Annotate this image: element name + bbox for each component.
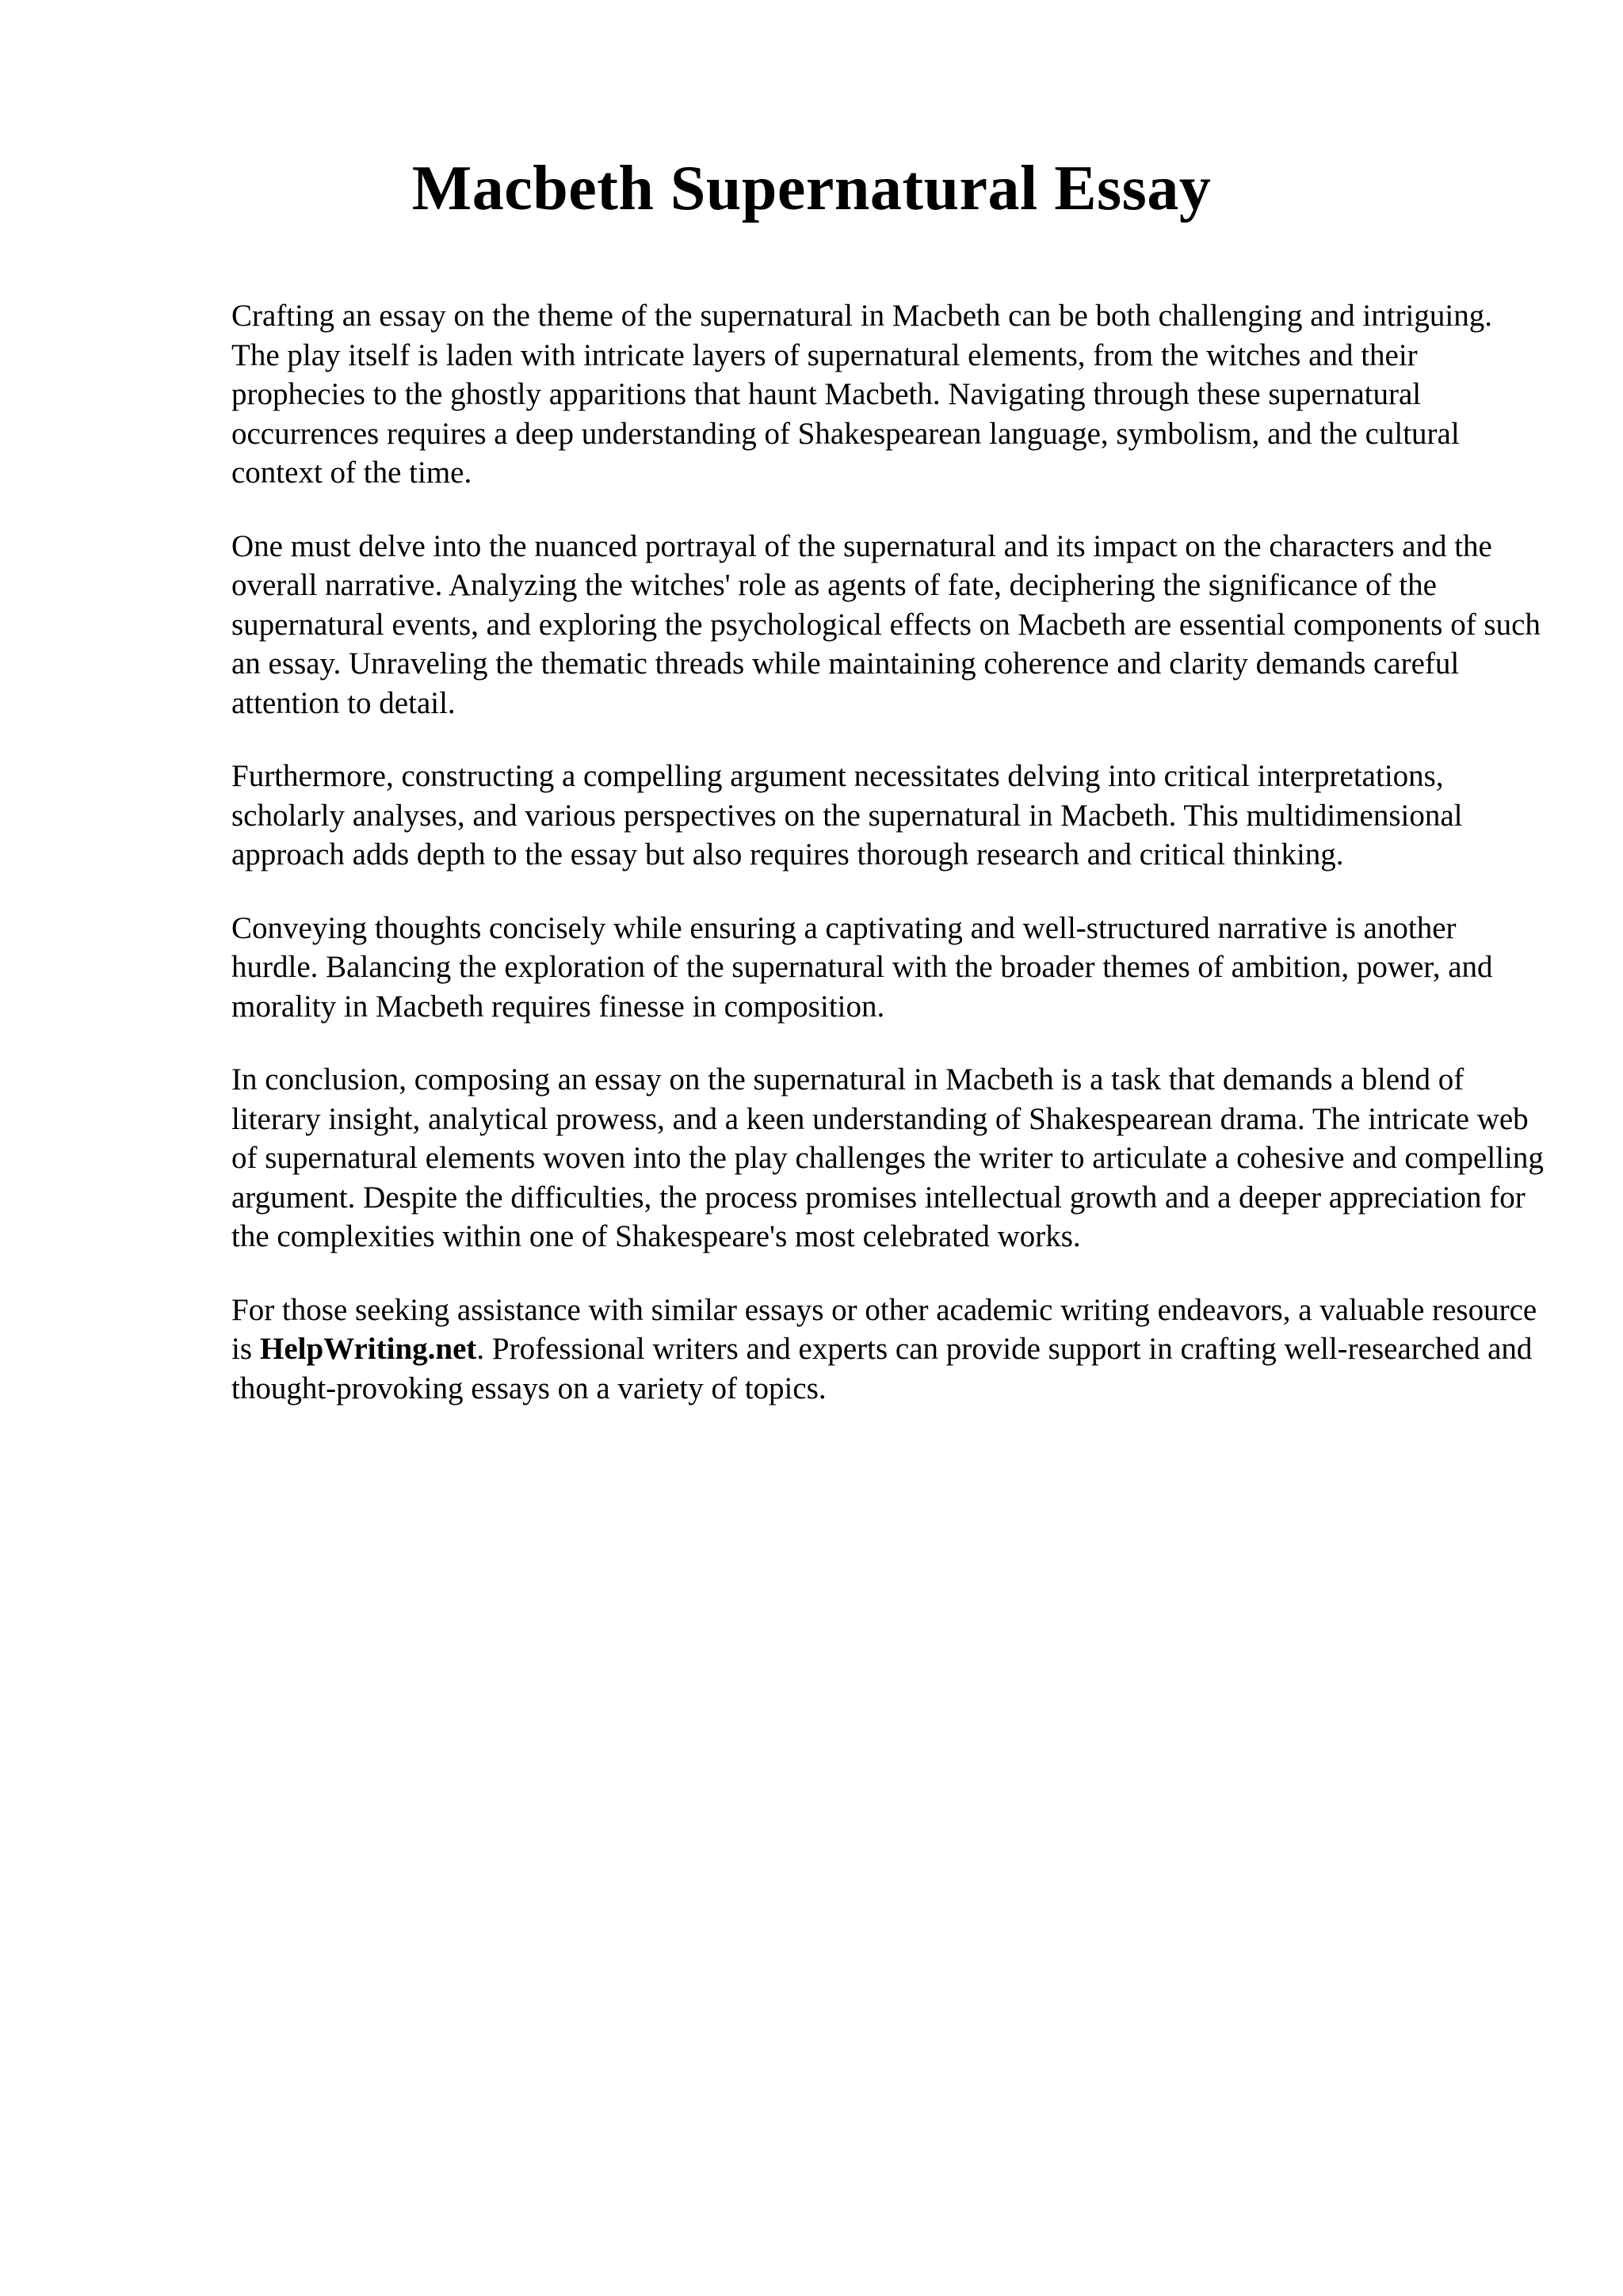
page-title: Macbeth Supernatural Essay: [411, 154, 1212, 223]
paragraph-analysis: One must delve into the nuanced portrayal of the supernatural and its impact on the characters and the overall narrative. Analyzing the witches' role as agents of fate, deciphering the significance of the supernatural events, and exploring the psychological effects on Macbeth are essential components of such an essay. Unraveling the thematic threads while maintaining coherence and clarity demands careful attention to detail.: [231, 528, 1541, 720]
paragraph-narrative: Conveying thoughts concisely while ensuring a captivating and well-structured narrative is another hurdle. Balancing the exploration of the supernatural with the broader themes of ambition, power, and morality in Macbeth requires finesse in composition.: [231, 910, 1493, 1024]
helpwriting-link[interactable]: HelpWriting.net: [260, 1332, 477, 1366]
paragraph-resource: [231, 1291, 1547, 1409]
paragraph-conclusion: In conclusion, composing an essay on the supernatural in Macbeth is a task that demands a blend of literary insight, analytical prowess, and a keen understanding of Shakespearean drama. The intricate web of supernatural elements woven into the play challenges the writer to articulate a cohesive and compelling argument. Despite the difficulties, the process promises intellectual growth and a deeper appreciation for the complexities within one of Shakespeare's most celebrated works.: [231, 1062, 1544, 1253]
paragraph-intro: Crafting an essay on the theme of the supernatural in Macbeth can be both challenging and intriguing. The play itself is laden with intricate layers of supernatural elements, from the witches and their prophecies to the ghostly apparitions that haunt Macbeth. Navigating through these supernatural occurrences requires a deep understanding of Shakespearean language, symbolism, and the cultural context of the time.: [231, 299, 1492, 490]
essay-body: [231, 296, 1547, 1442]
resource-text-before: For those seeking assistance with similar essays or other academic writing endeavors, a valuable resource is: [231, 1292, 1537, 1366]
paragraph-argument: Furthermore, constructing a compelling argument necessitates delving into critical interpretations, scholarly analyses, and various perspectives on the supernatural in Macbeth. This multidimensional approach adds depth to the essay but also requires thorough research and critical thinking.: [231, 759, 1463, 871]
resource-text-after: . Professional writers and experts can provide support in crafting well-researched and thought-provoking essays on a variety of topics.: [231, 1332, 1533, 1405]
